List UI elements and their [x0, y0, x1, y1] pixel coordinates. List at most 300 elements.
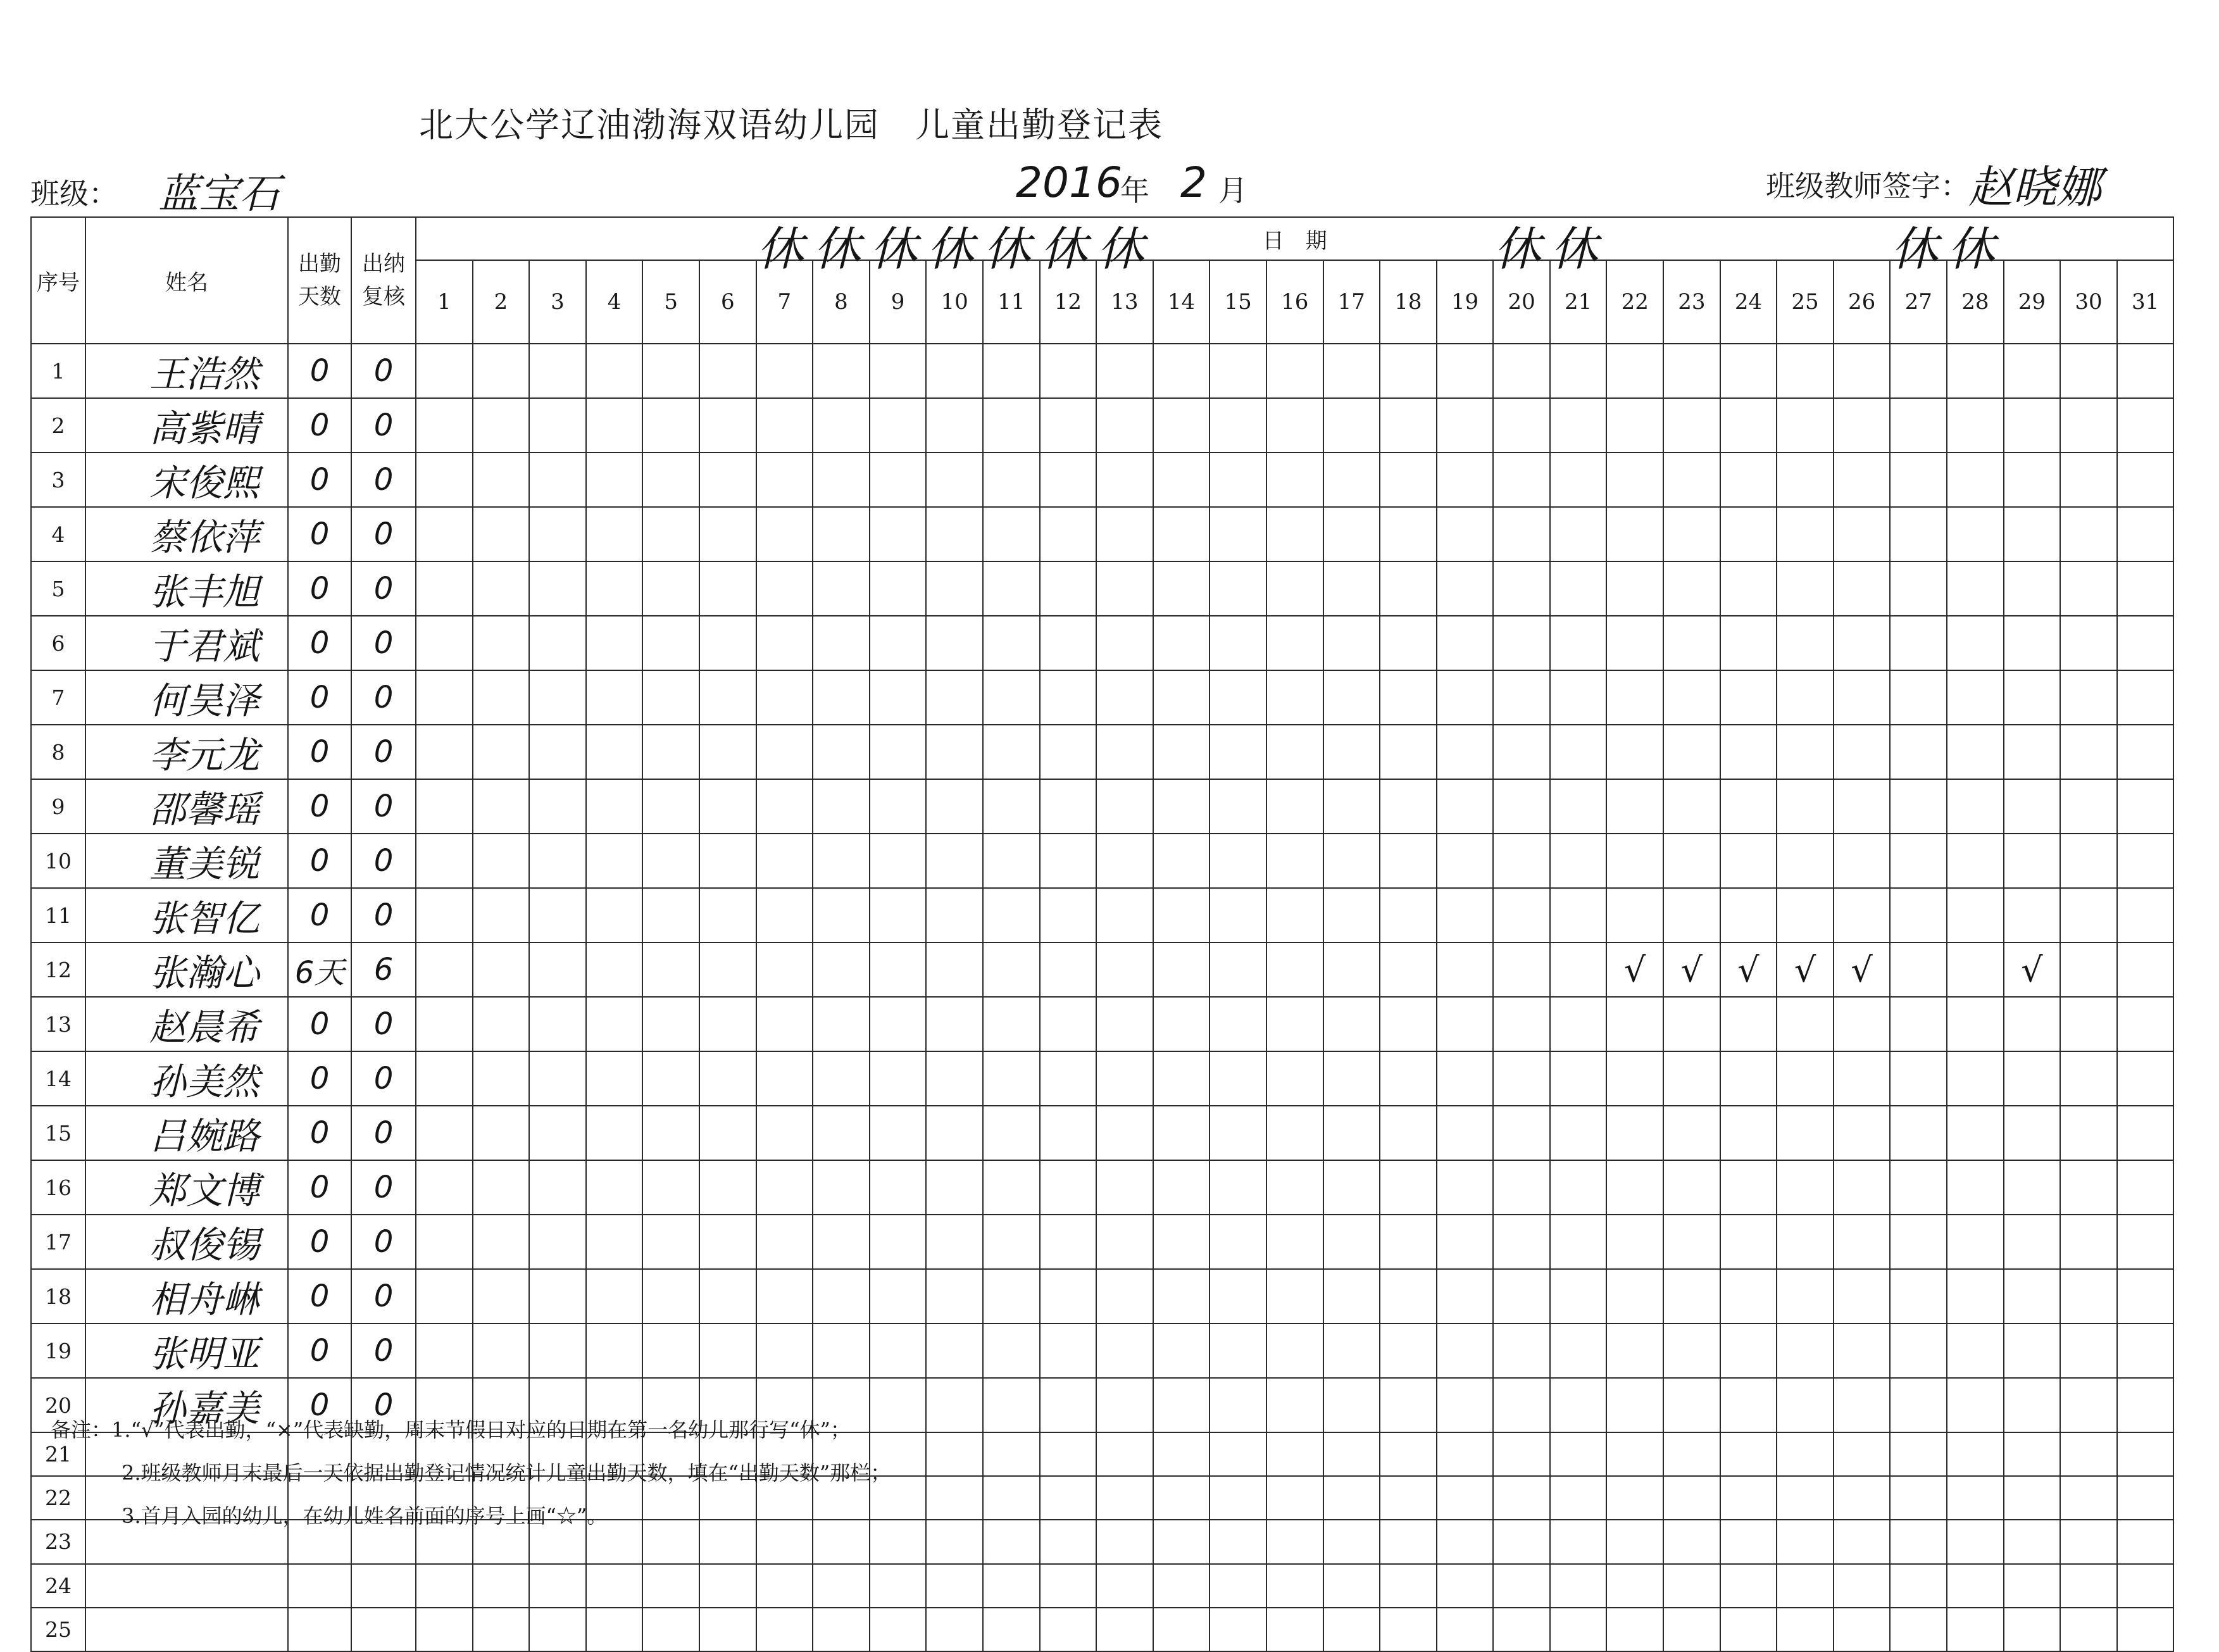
- day-cell: [586, 725, 643, 779]
- child-name: 张瀚心: [85, 942, 288, 997]
- day-cell: [2004, 616, 2061, 670]
- day-cell: [1890, 1608, 1947, 1651]
- day-cell: [1380, 779, 1437, 834]
- day-cell: [1210, 1520, 1266, 1563]
- day-cell: [2117, 344, 2174, 398]
- day-cell: [1437, 1520, 1494, 1563]
- day-cell: [1606, 344, 1663, 398]
- day-cell: [1493, 670, 1550, 725]
- day-cell: [983, 779, 1040, 834]
- cashier-review: 0: [351, 1051, 416, 1106]
- header-day-16: 16: [1266, 260, 1323, 344]
- day-cell: [473, 834, 530, 888]
- day-cell: [642, 888, 699, 942]
- day-cell: [1947, 1051, 2004, 1106]
- day-cell: [1890, 1476, 1947, 1520]
- day-cell: [1720, 616, 1777, 670]
- day-cell: [1493, 344, 1550, 398]
- day-cell: [473, 1608, 530, 1651]
- day-cell: [813, 888, 870, 942]
- day-cell: [1210, 1106, 1266, 1160]
- day-cell: [1606, 888, 1663, 942]
- day-cell: [813, 942, 870, 997]
- day-cell: [1834, 725, 1891, 779]
- attendance-days: 0: [288, 507, 351, 561]
- day-cell: [1663, 561, 1720, 616]
- day-cell: [983, 1432, 1040, 1476]
- day-cell: [1380, 344, 1437, 398]
- cashier-review: 0: [351, 1323, 416, 1378]
- day-cell: [1380, 834, 1437, 888]
- day-cell: [1040, 1564, 1097, 1608]
- day-cell: [416, 670, 473, 725]
- day-cell: [1323, 670, 1380, 725]
- day-cell: [1550, 888, 1607, 942]
- day-cell: [813, 1051, 870, 1106]
- day-cell: [2060, 453, 2117, 507]
- day-cell: [1493, 453, 1550, 507]
- rest-mark-day-11: 休: [984, 222, 1030, 277]
- day-cell: [926, 561, 983, 616]
- row-seq: 1: [31, 344, 85, 398]
- day-cell: [926, 1564, 983, 1608]
- day-cell: [1550, 398, 1607, 453]
- day-cell: [926, 398, 983, 453]
- day-cell: [529, 1106, 586, 1160]
- day-cell: [1153, 1432, 1210, 1476]
- day-cell: [642, 1160, 699, 1215]
- page-title: 北大公学辽油渤海双语幼儿园 儿童出勤登记表: [419, 105, 1163, 145]
- day-cell: [1663, 725, 1720, 779]
- day-cell: [1663, 1160, 1720, 1215]
- day-cell: [1834, 1564, 1891, 1608]
- day-cell: [2117, 507, 2174, 561]
- day-cell: [756, 834, 813, 888]
- day-cell: [529, 1051, 586, 1106]
- day-cell: [1777, 888, 1834, 942]
- child-name: 郑文博: [85, 1160, 288, 1215]
- row-seq: 6: [31, 616, 85, 670]
- day-cell: [529, 561, 586, 616]
- day-cell: [2060, 1106, 2117, 1160]
- day-cell: [529, 888, 586, 942]
- day-cell: [756, 1160, 813, 1215]
- day-cell: [473, 616, 530, 670]
- child-name: 孙嘉美: [85, 1378, 288, 1432]
- day-cell: [473, 344, 530, 398]
- day-cell: [1663, 1564, 1720, 1608]
- day-cell: [1663, 453, 1720, 507]
- day-cell: [1040, 779, 1097, 834]
- day-cell: [2117, 398, 2174, 453]
- day-cell: [2060, 834, 2117, 888]
- day-cell: [2060, 888, 2117, 942]
- rest-mark-day-8: 休: [813, 222, 861, 277]
- day-cell: [1153, 834, 1210, 888]
- day-cell: [699, 1106, 756, 1160]
- day-cell: [1777, 1608, 1834, 1651]
- day-cell: [1493, 997, 1550, 1051]
- day-cell: [642, 1564, 699, 1608]
- day-cell: [926, 670, 983, 725]
- table-row: [31, 942, 2173, 997]
- header-day-12: 12: [1040, 260, 1097, 344]
- attendance-days: 0: [288, 616, 351, 670]
- check-mark: √: [1624, 949, 1646, 990]
- day-cell: [1040, 888, 1097, 942]
- day-cell: [1153, 1476, 1210, 1520]
- day-cell: [1947, 1432, 2004, 1476]
- class-value: 蓝宝石: [158, 171, 280, 218]
- day-cell: [2060, 561, 2117, 616]
- header-day-29: 29: [2004, 260, 2061, 344]
- header-day-21: 21: [1550, 260, 1607, 344]
- day-cell: [2117, 1323, 2174, 1378]
- day-cell: [416, 344, 473, 398]
- day-cell: [813, 779, 870, 834]
- day-cell: [1153, 670, 1210, 725]
- day-cell: [1777, 1564, 1834, 1608]
- rest-mark-day-12: 休: [1040, 222, 1087, 277]
- day-cell: [1947, 1476, 2004, 1520]
- day-cell: [1437, 1323, 1494, 1378]
- day-cell: [2060, 344, 2117, 398]
- day-cell: [1606, 670, 1663, 725]
- day-cell: [1550, 670, 1607, 725]
- day-cell: [1266, 1564, 1323, 1608]
- day-cell: [983, 507, 1040, 561]
- day-cell: [983, 1051, 1040, 1106]
- day-cell: [642, 1269, 699, 1323]
- day-cell: [1493, 1106, 1550, 1160]
- day-cell: [1266, 507, 1323, 561]
- day-cell: [586, 834, 643, 888]
- day-cell: [1493, 1323, 1550, 1378]
- day-cell: [2117, 725, 2174, 779]
- day-cell: [1663, 507, 1720, 561]
- day-cell: [1834, 779, 1891, 834]
- cashier-review: 6: [351, 942, 416, 997]
- check-mark: √: [2021, 949, 2043, 990]
- day-cell: [2117, 1051, 2174, 1106]
- day-cell: [926, 507, 983, 561]
- day-cell: [756, 1608, 813, 1651]
- day-cell: [870, 1215, 927, 1269]
- day-cell: [1720, 1160, 1777, 1215]
- day-cell: [1834, 1106, 1891, 1160]
- day-cell: [1550, 616, 1607, 670]
- day-cell: [473, 1106, 530, 1160]
- day-cell: [1606, 507, 1663, 561]
- day-cell: [1493, 834, 1550, 888]
- day-cell: [1096, 1476, 1153, 1520]
- day-cell: [870, 616, 927, 670]
- day-cell: [473, 942, 530, 997]
- day-cell: [1040, 1520, 1097, 1563]
- day-cell: [1606, 616, 1663, 670]
- row-seq: 11: [31, 888, 85, 942]
- day-cell: [1040, 1160, 1097, 1215]
- header-day-14: 14: [1153, 260, 1210, 344]
- day-cell: [1493, 888, 1550, 942]
- day-cell: [416, 453, 473, 507]
- day-cell: [1266, 1215, 1323, 1269]
- attendance-days: 0: [288, 1106, 351, 1160]
- day-cell: [1096, 888, 1153, 942]
- day-cell: [1720, 1378, 1777, 1432]
- day-cell: [1663, 779, 1720, 834]
- day-cell: [2117, 1215, 2174, 1269]
- table-row: [31, 344, 2173, 398]
- day-cell: [926, 1051, 983, 1106]
- day-cell: [1380, 1608, 1437, 1651]
- header-date: 日 期: [416, 217, 2173, 260]
- day-cell: [473, 561, 530, 616]
- attendance-days: 0: [288, 670, 351, 725]
- day-cell: [926, 616, 983, 670]
- child-name: 孙美然: [85, 1051, 288, 1106]
- cashier-review: 0: [351, 1160, 416, 1215]
- day-cell: [1550, 1106, 1607, 1160]
- header-seq: 序号: [31, 217, 85, 344]
- day-cell: [1834, 942, 1891, 997]
- day-cell: [926, 1520, 983, 1563]
- day-cell: [473, 1160, 530, 1215]
- day-cell: [1890, 888, 1947, 942]
- day-cell: [1493, 616, 1550, 670]
- table-row: [31, 1160, 2173, 1215]
- day-cell: [1153, 779, 1210, 834]
- attendance-days: 0: [288, 453, 351, 507]
- day-cell: [983, 1160, 1040, 1215]
- day-cell: [1323, 561, 1380, 616]
- day-cell: [2117, 453, 2174, 507]
- day-cell: [1266, 1378, 1323, 1432]
- day-cell: [2060, 1564, 2117, 1608]
- day-cell: [529, 453, 586, 507]
- day-cell: [2004, 1215, 2061, 1269]
- day-cell: [1380, 1051, 1437, 1106]
- day-cell: [2004, 725, 2061, 779]
- day-cell: [870, 1564, 927, 1608]
- day-cell: [416, 725, 473, 779]
- day-cell: [642, 507, 699, 561]
- day-cell: [2004, 1323, 2061, 1378]
- day-cell: [870, 398, 927, 453]
- day-cell: [699, 1051, 756, 1106]
- header-day-28: 28: [1947, 260, 2004, 344]
- day-cell: [1210, 1323, 1266, 1378]
- day-cell: [1720, 942, 1777, 997]
- teacher-signature-label: 班级教师签字：: [1766, 169, 1970, 203]
- day-cell: [2060, 1520, 2117, 1563]
- day-cell: [1096, 670, 1153, 725]
- year-value: 2016: [1016, 158, 1122, 207]
- day-cell: [699, 1323, 756, 1378]
- day-cell: [1777, 1106, 1834, 1160]
- header-day-31: 31: [2117, 260, 2174, 344]
- day-cell: [416, 997, 473, 1051]
- day-cell: [813, 1160, 870, 1215]
- child-name: 董美锐: [85, 834, 288, 888]
- header-day-25: 25: [1777, 260, 1834, 344]
- header-day-7: 7: [756, 260, 813, 344]
- table-row: [31, 398, 2173, 453]
- day-cell: [1323, 1051, 1380, 1106]
- day-cell: [1210, 1432, 1266, 1476]
- day-cell: [1947, 1215, 2004, 1269]
- day-cell: [870, 779, 927, 834]
- day-cell: [529, 779, 586, 834]
- cashier-review: 0: [351, 888, 416, 942]
- row-seq: 13: [31, 997, 85, 1051]
- day-cell: [1323, 616, 1380, 670]
- header-day-5: 5: [642, 260, 699, 344]
- day-cell: [1323, 1269, 1380, 1323]
- cashier-review: 0: [351, 1215, 416, 1269]
- day-cell: [870, 725, 927, 779]
- day-cell: [1550, 779, 1607, 834]
- day-cell: [1493, 1608, 1550, 1651]
- day-cell: [1153, 616, 1210, 670]
- day-cell: [1663, 616, 1720, 670]
- child-name: 张明亚: [85, 1323, 288, 1378]
- day-cell: [756, 942, 813, 997]
- day-cell: [1493, 1564, 1550, 1608]
- day-cell: [2060, 1215, 2117, 1269]
- day-cell: [642, 616, 699, 670]
- day-cell: [870, 1051, 927, 1106]
- day-cell: [983, 670, 1040, 725]
- day-cell: [1550, 1564, 1607, 1608]
- header-days-line2: 天数: [298, 284, 341, 310]
- row-seq: 22: [31, 1476, 85, 1520]
- header-day-27: 27: [1890, 260, 1947, 344]
- day-cell: [1380, 1564, 1437, 1608]
- header-review: [351, 217, 416, 344]
- day-cell: [926, 725, 983, 779]
- day-cell: [1153, 507, 1210, 561]
- day-cell: [2004, 1476, 2061, 1520]
- day-cell: [1890, 670, 1947, 725]
- day-cell: [813, 1215, 870, 1269]
- day-cell: [2004, 344, 2061, 398]
- day-cell: [1834, 1520, 1891, 1563]
- day-cell: [1663, 997, 1720, 1051]
- day-cell: [1323, 779, 1380, 834]
- day-cell: [1040, 507, 1097, 561]
- child-name: 张智亿: [85, 888, 288, 942]
- header-day-17: 17: [1323, 260, 1380, 344]
- day-cell: [1777, 1215, 1834, 1269]
- day-cell: [1210, 616, 1266, 670]
- day-cell: [2004, 888, 2061, 942]
- day-cell: [2060, 398, 2117, 453]
- header-day-20: 20: [1493, 260, 1550, 344]
- day-cell: [2004, 1378, 2061, 1432]
- day-cell: [1606, 1432, 1663, 1476]
- day-cell: [1437, 1476, 1494, 1520]
- day-cell: [1947, 725, 2004, 779]
- day-cell: [1323, 507, 1380, 561]
- day-cell: [1153, 344, 1210, 398]
- day-cell: [1040, 834, 1097, 888]
- attendance-days: 0: [288, 834, 351, 888]
- row-seq: 21: [31, 1432, 85, 1476]
- check-mark: √: [1737, 949, 1760, 990]
- table-row: [31, 616, 2173, 670]
- row-seq: 18: [31, 1269, 85, 1323]
- row-seq: 16: [31, 1160, 85, 1215]
- day-cell: [586, 1051, 643, 1106]
- day-cell: [2060, 725, 2117, 779]
- day-cell: [473, 1323, 530, 1378]
- cashier-review: 0: [351, 507, 416, 561]
- day-cell: [1834, 453, 1891, 507]
- day-cell: [2060, 1323, 2117, 1378]
- day-cell: [699, 942, 756, 997]
- row-seq: 9: [31, 779, 85, 834]
- day-cell: [983, 1564, 1040, 1608]
- day-cell: [699, 1215, 756, 1269]
- day-cell: [1606, 1378, 1663, 1432]
- day-cell: [870, 942, 927, 997]
- day-cell: [416, 834, 473, 888]
- day-cell: [2117, 1160, 2174, 1215]
- table-row: [31, 1323, 2173, 1378]
- day-cell: [926, 997, 983, 1051]
- day-cell: [1380, 888, 1437, 942]
- day-cell: [1380, 1215, 1437, 1269]
- attendance-days: 0: [288, 725, 351, 779]
- day-cell: [756, 344, 813, 398]
- day-cell: [416, 616, 473, 670]
- day-cell: [1040, 453, 1097, 507]
- day-cell: [1947, 888, 2004, 942]
- row-seq: 10: [31, 834, 85, 888]
- day-cell: [1550, 1476, 1607, 1520]
- day-cell: [1096, 1520, 1153, 1563]
- day-cell: [1210, 1051, 1266, 1106]
- day-cell: [586, 1106, 643, 1160]
- day-cell: [1606, 1215, 1663, 1269]
- day-cell: [1380, 398, 1437, 453]
- day-cell: [1437, 453, 1494, 507]
- day-cell: [1663, 670, 1720, 725]
- day-cell: [1777, 507, 1834, 561]
- day-cell: [983, 1608, 1040, 1651]
- day-cell: [1096, 616, 1153, 670]
- day-cell: [1040, 398, 1097, 453]
- day-cell: [1720, 834, 1777, 888]
- day-cell: [473, 507, 530, 561]
- day-cell: [1720, 1269, 1777, 1323]
- rest-mark-day-20: 休: [1494, 222, 1541, 277]
- cashier-review: [351, 1608, 416, 1651]
- day-cell: [813, 1323, 870, 1378]
- day-cell: [870, 997, 927, 1051]
- day-cell: [2060, 1269, 2117, 1323]
- day-cell: [1437, 616, 1494, 670]
- header-day-15: 15: [1210, 260, 1266, 344]
- day-cell: [2117, 1269, 2174, 1323]
- day-cell: [1040, 670, 1097, 725]
- day-cell: [1323, 834, 1380, 888]
- day-cell: [870, 1323, 927, 1378]
- day-cell: [983, 1323, 1040, 1378]
- day-cell: [2117, 616, 2174, 670]
- day-cell: [473, 997, 530, 1051]
